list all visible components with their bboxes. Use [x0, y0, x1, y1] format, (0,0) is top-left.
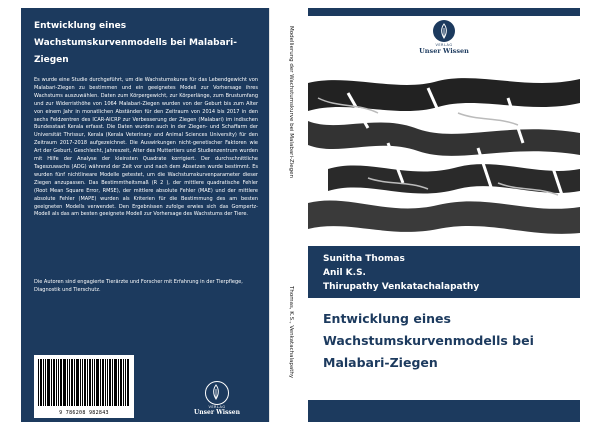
book-spine — [269, 8, 309, 422]
barcode-bar — [112, 359, 113, 406]
front-author-2: Anil K.S. — [323, 268, 366, 278]
isbn-number: 9 786208 982843 — [59, 410, 109, 416]
barcode-bar — [40, 359, 42, 406]
barcode-bar — [114, 359, 117, 406]
front-author-1: Sunitha Thomas — [323, 254, 405, 264]
barcode-bar — [71, 359, 73, 406]
back-cover-description: Es wurde eine Studie durchgeführt, um die Wachstumskurve für das Lebendgewicht von Malabari-Ziegen zu bestimmen und ein geeignetes Modell zur Vorhersage ihres Wachstums auszuwählen. Daten zum Körpergewicht, zur Körperlänge, zum Brustumfang und zur Widerristhöhe von 1064 Malabari-Ziegen wurden von der Geburt bis zum Alter von einem Jahr in monatlichen Abständen für den Zeitraum von 2014 bis 2017 in den sechs Feldzentren des ICAR-AICRP zur Verbesserung der Ziegen (Malabari) im indischen Bundesstaat Kerala erfasst. Die Daten wurden auch in der Ziegen- und Schaffarm der Universität Thrissur, Kerala (Kerala Veterinary and Animal Sciences University) für den Zeitraum 2017-2018 aufgezeichnet. Die Auswirkungen nicht-genetischer Faktoren wie Art der Geburt, Geschlecht, Jahreszeit, Alter des Muttertiers und Studienzentrum wurden mit Hilfe der Analyse der kleinsten Quadrate korrigiert. Der durchschnittliche Tageszuwachs (ADG) während der Zeit vor und nach dem Absetzen wurde bestimmt. Es wurden fünf nichtlineare Modelle getestet, um die Wachstumskurvenparameter dieser Ziegen anzupassen. Das Bestimmtheitsmaß (R 2 ), der mittlere quadratische Fehler (Root Mean Square Error, RMSE), der mittlere absolute Fehler (MAE) und der mittlere absolute Fehler (MAPE) wurden als Kriterien für die Bestimmung des am besten geeigneten Modells verwendet. Den Ergebnissen zufolge erwies sich das Gompertz-Modell als das am besten geeignete Modell zur Vorhersage des Wachstums der Tiere. — [34, 77, 258, 218]
barcode-bar — [74, 359, 75, 406]
publisher-name-front: Unser Wissen — [419, 47, 469, 55]
barcode-bars — [38, 359, 130, 406]
leaf-pattern-graphic — [308, 73, 580, 238]
publisher-name-back: Unser Wissen — [194, 409, 240, 416]
barcode-bar — [45, 359, 46, 406]
barcode-bar — [102, 359, 104, 406]
front-author-3: Thirupathy Venkatachalapathy — [323, 282, 480, 292]
barcode-bar — [47, 359, 50, 406]
barcode-bar — [84, 359, 86, 406]
barcode-bar — [94, 359, 95, 406]
front-cover-title: Entwicklung eines Wachstumskurvenmodells bei Malabari-Ziegen — [323, 311, 534, 370]
barcode-bar — [125, 359, 126, 406]
barcode-bar — [58, 359, 59, 406]
front-bottom-band — [308, 400, 580, 422]
barcode-bar — [96, 359, 99, 406]
barcode-bar — [105, 359, 106, 406]
barcode-bar — [109, 359, 111, 406]
front-cover — [308, 8, 580, 422]
barcode-bar — [63, 359, 66, 406]
front-top-band — [308, 8, 580, 16]
barcode-bar — [127, 359, 129, 406]
barcode-bar — [120, 359, 122, 406]
barcode-bar — [100, 359, 101, 406]
barcode-bar — [43, 359, 44, 406]
spine-title: Modellierung der Wachstumskurve bei Malabari-Ziegen — [288, 26, 294, 178]
barcode-bar — [107, 359, 108, 406]
barcode-bar — [92, 359, 93, 406]
spine-authors: Thomas, K.S., Venkatachalapathy — [288, 286, 294, 379]
publisher-small-label-front: VERLAG — [435, 43, 453, 47]
back-cover-title: Entwicklung eines Wachstumskurvenmodells bei Malabari-Ziegen — [34, 21, 237, 65]
barcode-bar — [53, 359, 55, 406]
barcode-bar — [89, 359, 91, 406]
barcode-bar — [60, 359, 62, 406]
publisher-small-label-back: VERLAG — [208, 405, 226, 409]
isbn-barcode — [34, 355, 134, 418]
barcode-bar — [80, 359, 81, 406]
barcode-bar — [69, 359, 70, 406]
barcode-bar — [56, 359, 57, 406]
barcode-bar — [118, 359, 119, 406]
barcode-bar — [123, 359, 124, 406]
back-cover-about-authors: Die Autoren sind engagierte Tierärzte und Forscher mit Erfahrung in der Tierpflege, Diagnostik und Tierschutz. — [34, 279, 243, 293]
barcode-bar — [87, 359, 88, 406]
barcode-bar — [38, 359, 39, 406]
barcode-bar — [76, 359, 79, 406]
publisher-emblem-icon — [205, 381, 229, 405]
barcode-bar — [82, 359, 83, 406]
barcode-bar — [51, 359, 52, 406]
barcode-bar — [67, 359, 68, 406]
front-authors-band — [308, 246, 580, 298]
publisher-logo-front — [414, 20, 474, 55]
publisher-emblem-icon — [433, 20, 455, 42]
publisher-logo-back — [189, 381, 245, 416]
back-cover — [21, 8, 269, 422]
